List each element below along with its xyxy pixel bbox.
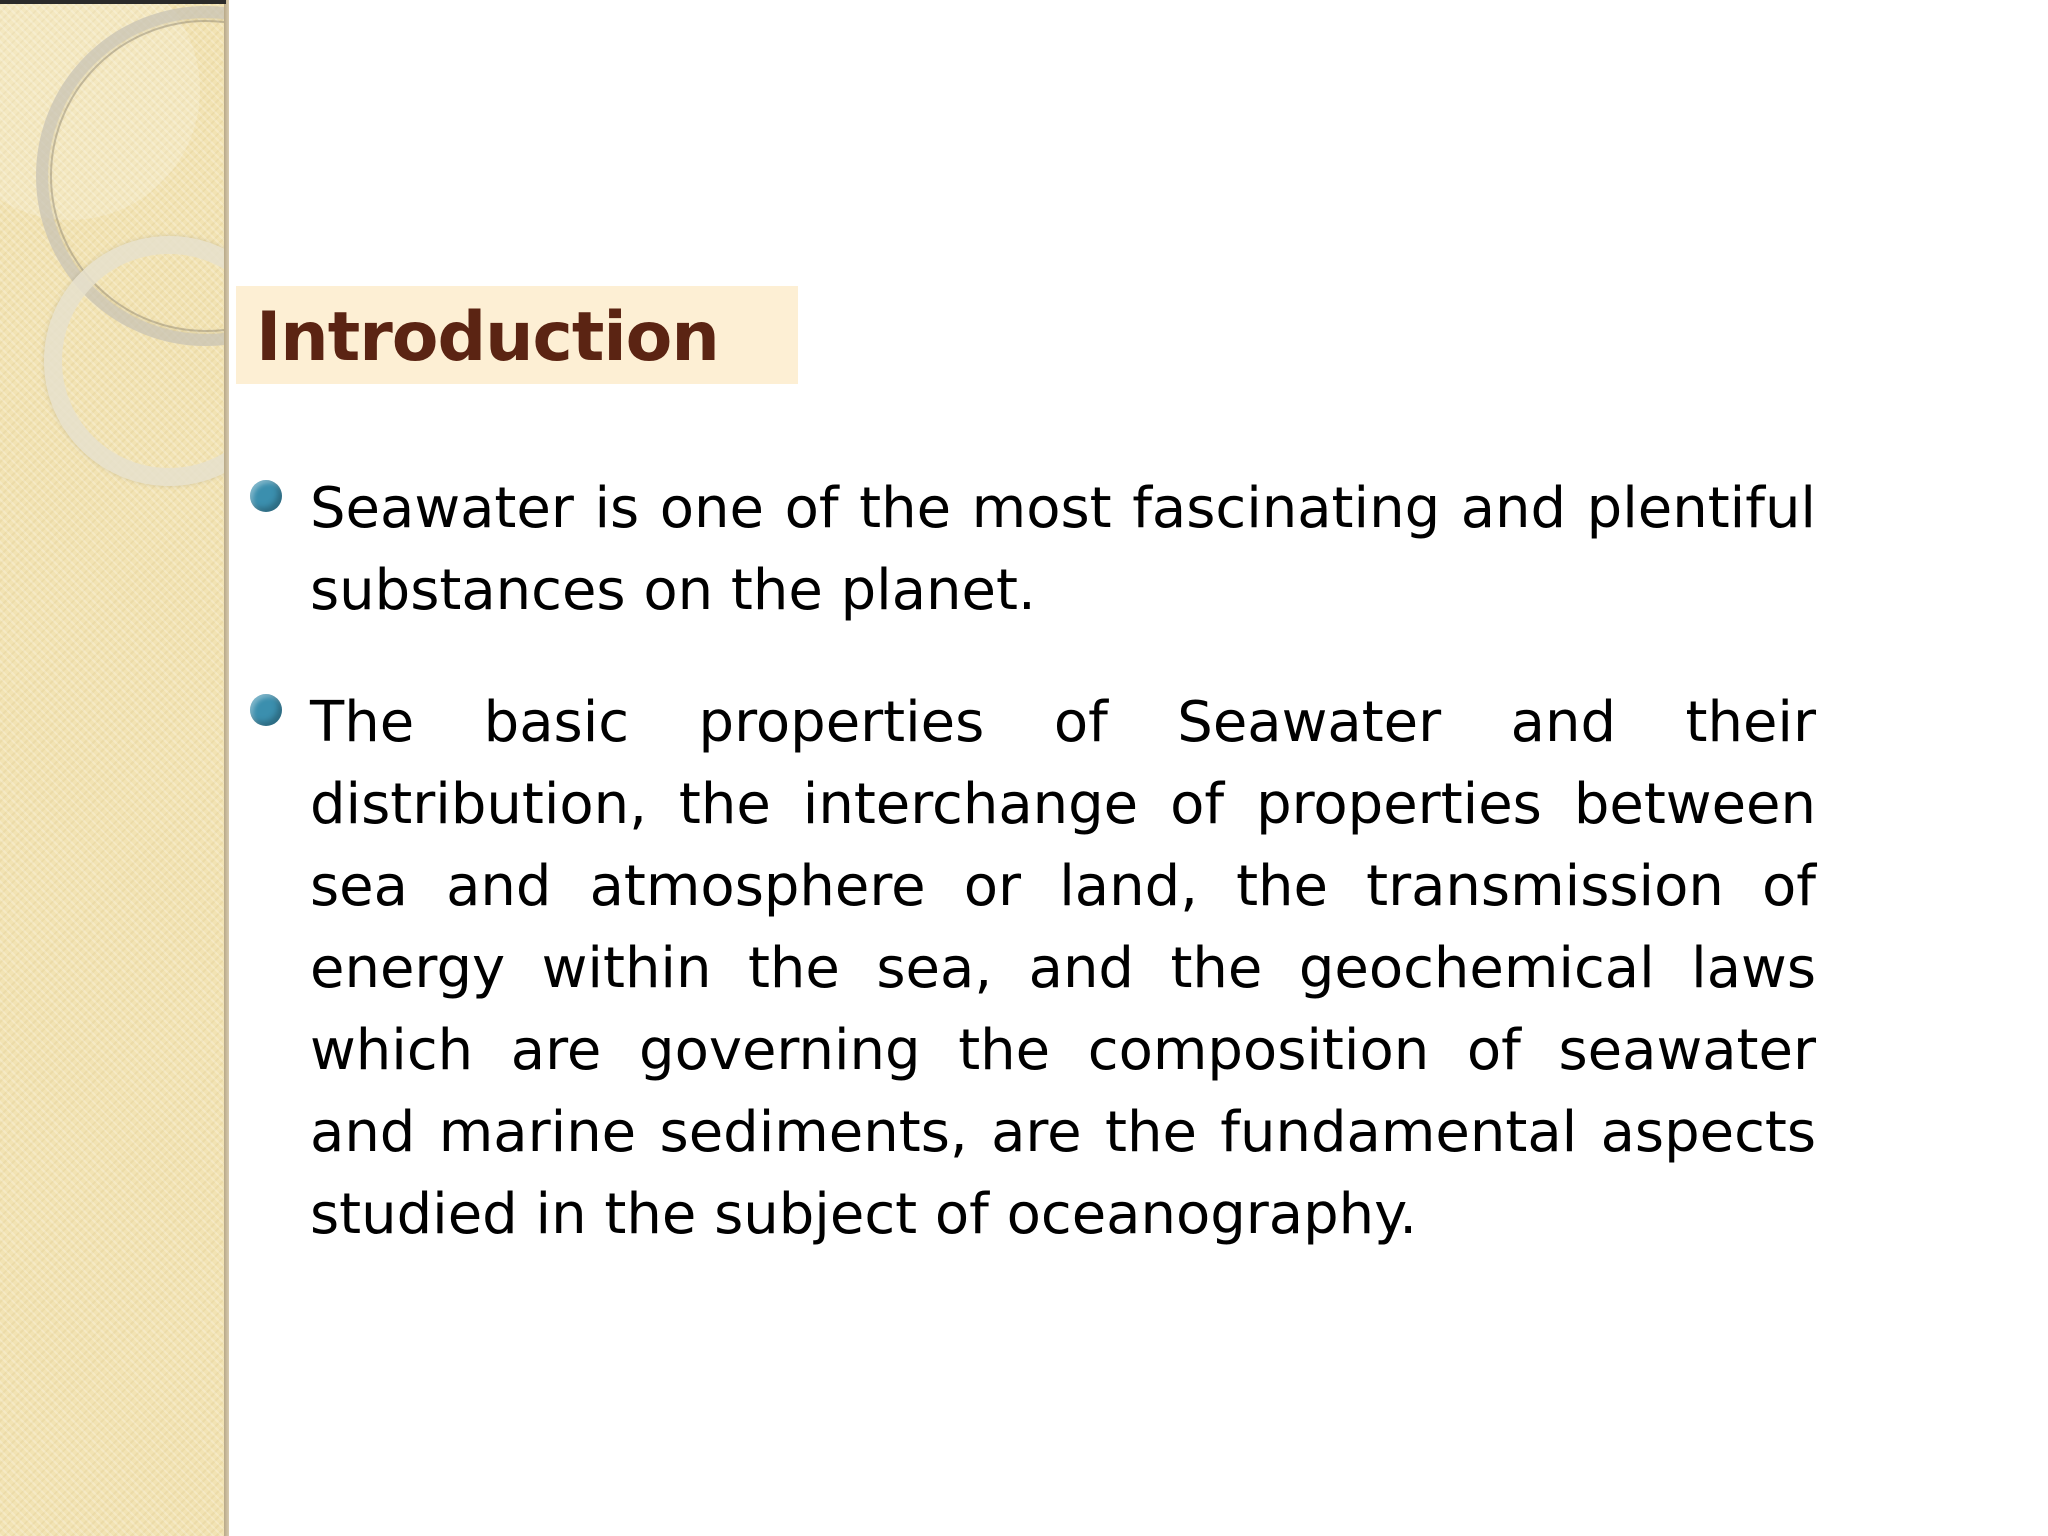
bullet-dot-icon xyxy=(250,480,282,512)
side-panel-edge xyxy=(224,0,229,1536)
side-decoration-panel xyxy=(0,0,226,1536)
bullet-text: Seawater is one of the most fascinating and plentiful substances on the planet. xyxy=(310,476,1816,623)
bullet-dot-icon xyxy=(250,694,282,726)
bullet-item xyxy=(250,682,1816,1256)
bullet-text: The basic properties of Seawater and their distribution, the interchange of properties between sea and atmosphere or land, the transmission of energy within the sea, and the geochemical laws which are governing the composition of seawater and marine sediments, are the fundamental aspects studied in the subject of oceanography. xyxy=(310,690,1816,1247)
top-edge-bar xyxy=(0,0,226,4)
bullet-item xyxy=(250,468,1816,632)
slide-title: Introduction xyxy=(256,298,719,377)
bullet-list xyxy=(250,468,1816,1306)
